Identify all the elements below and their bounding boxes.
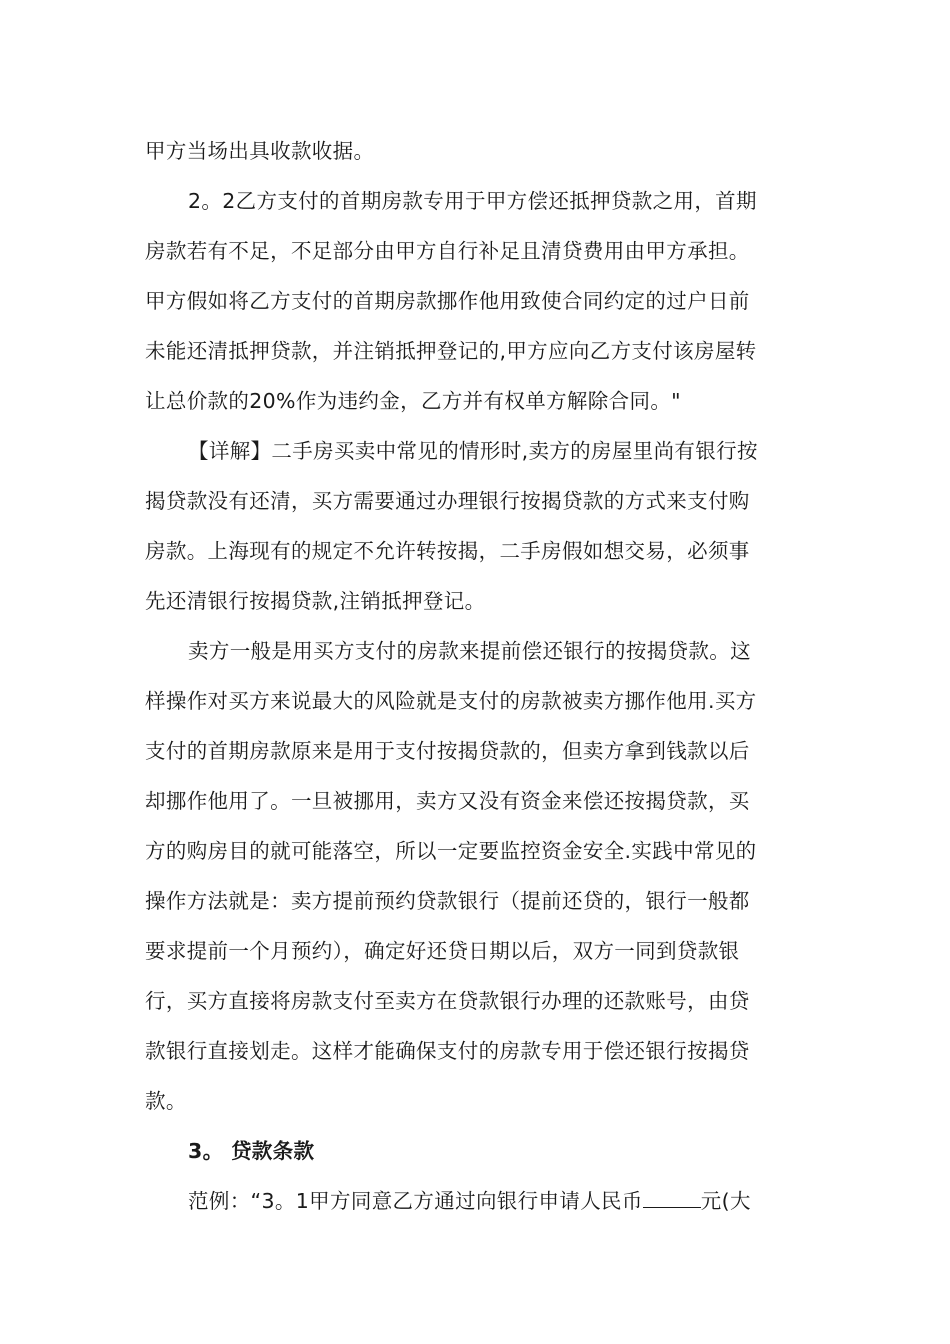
example-line [145,1176,807,1226]
paragraph-line: 款。 [145,1089,187,1113]
paragraph-line: 样操作对买方来说最大的风险就是支付的房款被卖方挪作他用.买方 [145,689,757,713]
paragraph-line: 操作方法就是：卖方提前预约贷款银行（提前还贷的，银行一般都 [145,889,750,913]
document-body [145,126,807,1226]
paragraph-line: 卖方一般是用买方支付的房款来提前偿还银行的按揭贷款。这 [188,639,751,663]
paragraph-line: 未能还清抵押贷款，并注销抵押登记的,甲方应向乙方支付该房屋转 [145,339,757,363]
paragraph-line: 先还清银行按揭贷款,注销抵押登记。 [145,589,486,613]
paragraph-line: 行，买方直接将房款支付至卖方在贷款银行办理的还款账号，由贷 [145,989,750,1013]
paragraph-line: 要求提前一个月预约），确定好还贷日期以后，双方一同到贷款银 [145,939,740,963]
paragraph-line: 房款。上海现有的规定不允许转按揭，二手房假如想交易，必须事 [145,539,750,563]
section-heading: 3。 贷款条款 [188,1139,315,1163]
paragraph-line: 揭贷款没有还清，买方需要通过办理银行按揭贷款的方式来支付购 [145,489,750,513]
paragraph-line: 甲方当场出具收款收据。 [145,139,375,163]
example-suffix: 元(大 [700,1189,751,1213]
paragraph-line: 【详解】二手房买卖中常见的情形时,卖方的房屋里尚有银行按 [188,439,758,463]
paragraph-line: 款银行直接划走。这样才能确保支付的房款专用于偿还银行按揭贷 [145,1039,750,1063]
fill-in-blank [643,1189,701,1208]
paragraph-line: 房款若有不足，不足部分由甲方自行补足且清贷费用由甲方承担。 [145,239,750,263]
paragraph-line: 却挪作他用了。一旦被挪用，卖方又没有资金来偿还按揭贷款，买 [145,789,750,813]
paragraph-line: 方的购房目的就可能落空，所以一定要监控资金安全.实践中常见的 [145,839,757,863]
paragraph-line: 2。2乙方支付的首期房款专用于甲方偿还抵押贷款之用，首期 [188,189,757,213]
example-prefix: 范例：“3。1甲方同意乙方通过向银行申请人民币 [188,1189,643,1213]
paragraph-line: 让总价款的20%作为违约金，乙方并有权单方解除合同。" [145,389,681,413]
paragraph-line: 甲方假如将乙方支付的首期房款挪作他用致使合同约定的过户日前 [145,289,750,313]
paragraph-line: 支付的首期房款原来是用于支付按揭贷款的，但卖方拿到钱款以后 [145,739,750,763]
